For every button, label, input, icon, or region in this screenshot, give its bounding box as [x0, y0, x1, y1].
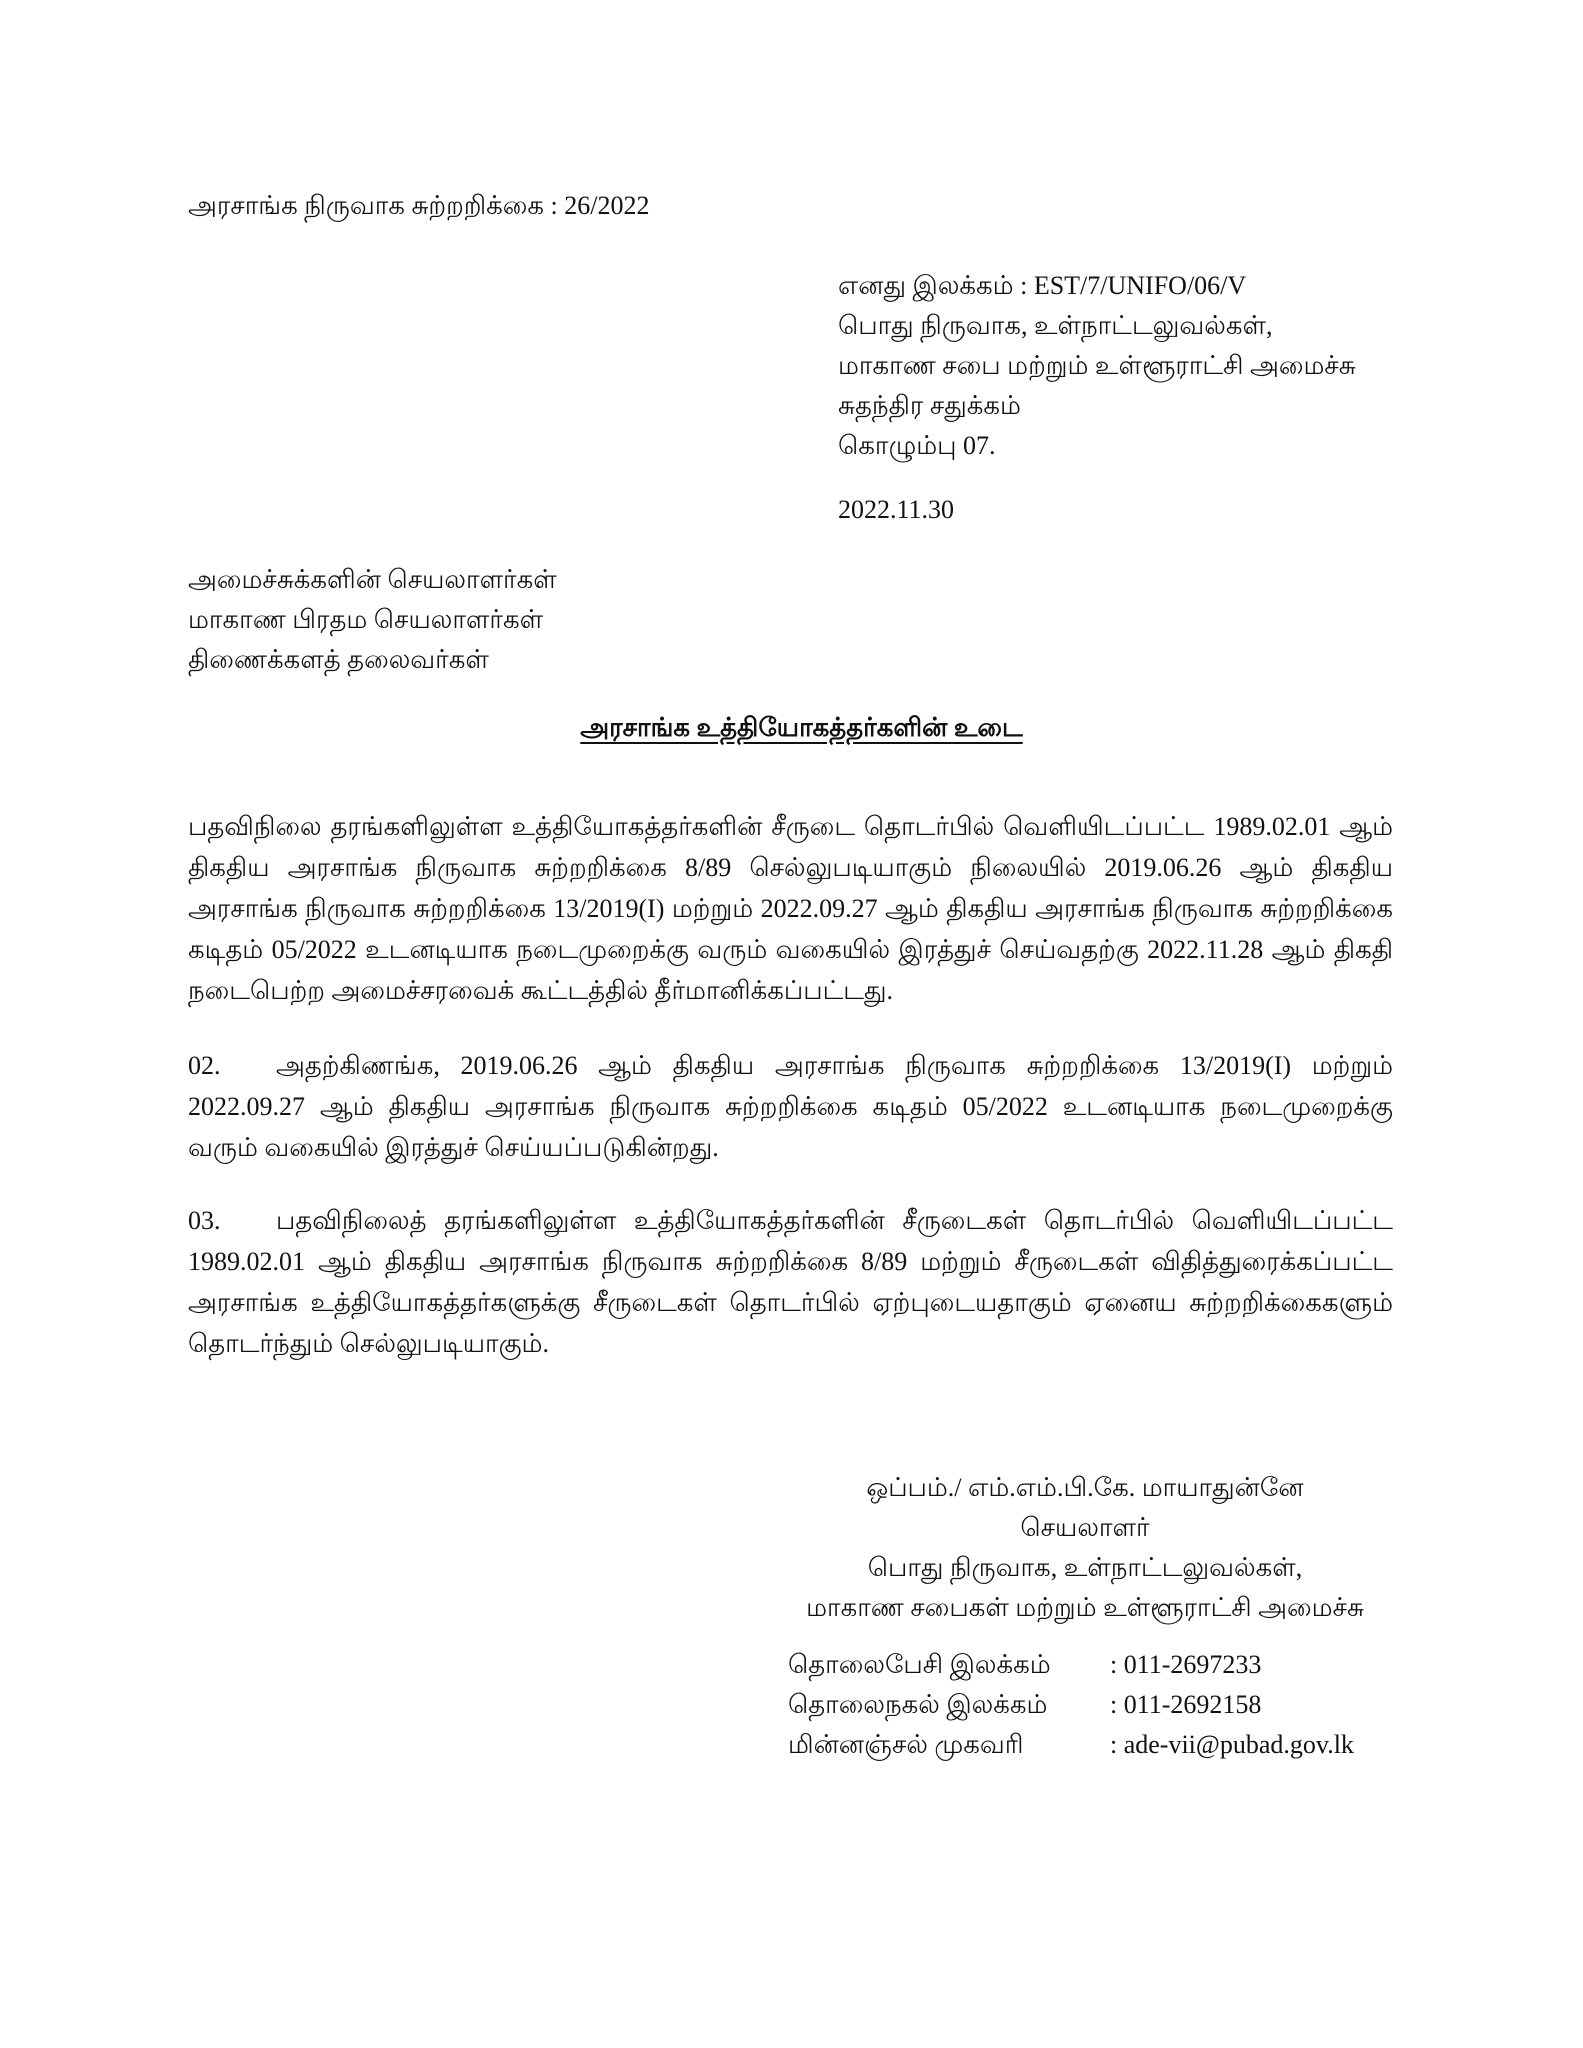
email-label: மின்னஞ்சல் முகவரி	[788, 1730, 1024, 1759]
subject-heading	[0, 708, 1583, 748]
paragraph-number: 03.	[188, 1206, 221, 1235]
paragraph-number: 02.	[188, 1051, 221, 1080]
paragraph-text: அதற்கிணங்க, 2019.06.26 ஆம் திகதிய அரசாங்க நிருவாக சுற்றறிக்கை 13/2019(I) மற்றும் 2022.09.27 ஆம் திகதிய அரசாங்க நிருவாக சுற்றறிக்கை கடிதம் 05/2022 உடனடியாக நடைமுறைக்கு வரும் வகையில் இரத்துச் செய்யப்படுகின்றது.	[188, 1051, 1393, 1162]
fax-value: : 011-2692158	[1110, 1690, 1262, 1719]
recipient-line: மாகாண பிரதம செயலாளர்கள்	[188, 605, 544, 634]
subject-text: அரசாங்க உத்தியோகத்தர்களின் உடை	[580, 713, 1023, 742]
paragraph-3	[188, 1200, 1393, 1364]
contact-email-row	[788, 1725, 1428, 1765]
signatory-title: செயலாளர்	[1020, 1513, 1150, 1542]
sender-ministry-line1: பொது நிருவாக, உள்நாட்டலுவல்கள்,	[838, 311, 1273, 340]
signatory-name: ஒப்பம்./ எம்.எம்.பி.கே. மாயாதுன்னே	[866, 1473, 1304, 1502]
phone-value: : 011-2697233	[1110, 1650, 1262, 1679]
recipients-block	[188, 560, 888, 680]
email-value[interactable]: : ade-vii@pubad.gov.lk	[1110, 1730, 1354, 1759]
paragraph-1: பதவிநிலை தரங்களிலுள்ள உத்தியோகத்தர்களின் சீருடை தொடர்பில் வெளியிடப்பட்ட 1989.02.01 ஆம் திகதிய அரசாங்க நிருவாக சுற்றறிக்கை 8/89 செல்லுபடியாகும் நிலையில் 2019.06.26 ஆம் திகதிய அரசாங்க நிருவாக சுற்றறிக்கை 13/2019(I) மற்றும் 2022.09.27 ஆம் திகதிய அரசாங்க நிருவாக சுற்றறிக்கை கடிதம் 05/2022 உடனடியாக நடைமுறைக்கு வரும் வகையில் இரத்துச் செய்வதற்கு 2022.11.28 ஆம் திகதி நடைபெற்ற அமைச்சரவைக் கூட்டத்தில் தீர்மானிக்கப்பட்டது.	[188, 812, 1393, 1005]
recipient-line: திணைக்களத் தலைவர்கள்	[188, 645, 489, 674]
sender-street: சுதந்திர சதுக்கம்	[838, 391, 1021, 420]
circular-number: அரசாங்க நிருவாக சுற்றறிக்கை : 26/2022	[188, 191, 650, 220]
contact-block	[788, 1645, 1428, 1765]
phone-label: தொலைபேசி இலக்கம்	[788, 1650, 1051, 1679]
reference-number: எனது இலக்கம் : EST/7/UNIFO/06/V	[838, 271, 1247, 300]
fax-label: தொலைநகல் இலக்கம்	[788, 1690, 1048, 1719]
signatory-ministry-line2: மாகாண சபைகள் மற்றும் உள்ளூராட்சி அமைச்சு	[806, 1593, 1364, 1622]
contact-fax-row	[788, 1685, 1428, 1725]
recipient-line: அமைச்சுக்களின் செயலாளர்கள்	[188, 565, 557, 594]
sender-ministry-line2: மாகாண சபை மற்றும் உள்ளூராட்சி அமைச்சு	[838, 351, 1356, 380]
contact-phone-row	[788, 1645, 1428, 1685]
signature-block	[760, 1468, 1410, 1628]
sender-address-block	[838, 266, 1438, 466]
sender-city: கொழும்பு 07.	[838, 431, 996, 460]
paragraph-text: பதவிநிலைத் தரங்களிலுள்ள உத்தியோகத்தர்களின் சீருடைகள் தொடர்பில் வெளியிடப்பட்ட 1989.02.01 ஆம் திகதிய அரசாங்க நிருவாக சுற்றறிக்கை 8/89 மற்றும் சீருடைகள் விதித்துரைக்கப்பட்ட அரசாங்க உத்தியோகத்தர்களுக்கு சீருடைகள் தொடர்பில் ஏற்புடையதாகும் ஏனைய சுற்றறிக்கைகளும் தொடர்ந்தும் செல்லுபடியாகும்.	[188, 1206, 1393, 1358]
paragraph-2	[188, 1045, 1393, 1168]
letter-date: 2022.11.30	[838, 495, 955, 524]
signatory-ministry-line1: பொது நிருவாக, உள்நாட்டலுவல்கள்,	[867, 1553, 1303, 1582]
